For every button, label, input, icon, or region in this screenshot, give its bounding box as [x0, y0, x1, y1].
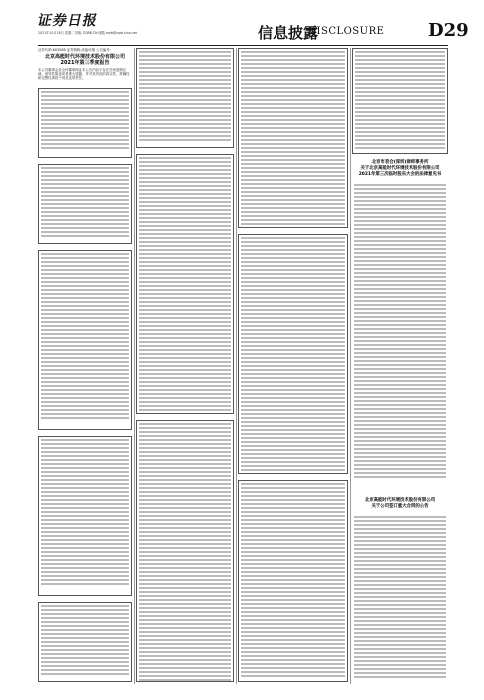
header-rule: [38, 45, 448, 46]
legal-opinion-body: [352, 182, 448, 482]
notice-code-line: 证券代码:603588 证券简称:高能环境 公告编号:: [38, 48, 111, 52]
shareholder-table-2: [38, 436, 132, 596]
contract-notice-body: [352, 514, 448, 682]
cash-flow-table-2: [238, 234, 348, 474]
column-d: [352, 48, 448, 684]
balance-sheet-table: [136, 48, 234, 148]
column-divider: [350, 48, 351, 684]
legal-opinion-title-2: 关于北京高能时代环境技术股份有限公司: [360, 166, 440, 171]
column-divider: [236, 48, 237, 684]
cash-flow-table: [238, 48, 348, 228]
section-title: 信息披露: [258, 24, 319, 42]
company-name: 北京高能时代环境技术股份有限公司: [44, 54, 125, 60]
page-number: D29: [428, 20, 469, 41]
newspaper-logo: 证券日报: [36, 13, 100, 29]
section-title-en: DISCLOSURE: [308, 26, 385, 37]
column-b: [136, 48, 234, 684]
financial-table-1: [38, 88, 132, 158]
shareholder-table: [38, 250, 132, 430]
report-title: 2021年第三季度报告: [60, 60, 110, 66]
report-intro: 本公司董事会及全体董事保证本公告内容不存在任何虚假记载、误导性陈述或者重大遗漏，并对其内容的真实性、准确性和完整性承担个别及连带责任。: [38, 68, 130, 80]
column-a: [38, 48, 132, 684]
income-statement-table: [136, 420, 234, 682]
legal-opinion-title-1: 北京市君合(深圳)律师事务所: [371, 160, 429, 165]
parent-balance-table: [238, 480, 348, 682]
legal-opinion-title-3: 2021年第三次临时股东大会的法律意见书: [358, 172, 442, 177]
financial-table-2: [38, 164, 132, 244]
contract-notice-title-1: 北京高能时代环境技术股份有限公司: [364, 498, 436, 503]
column-c: [238, 48, 348, 684]
financial-table-3: [38, 602, 132, 682]
summary-table: [352, 48, 448, 154]
column-divider: [134, 48, 135, 684]
masthead-meta: 2021年10月18日 星期二 网址 ZQRB.CN 邮箱 zqrb@zqrb.sina.net: [38, 31, 137, 35]
contract-notice-title-2: 关于公司签订重大合同的公告: [371, 504, 429, 509]
balance-sheet-table-2: [136, 154, 234, 414]
masthead: [0, 0, 484, 44]
